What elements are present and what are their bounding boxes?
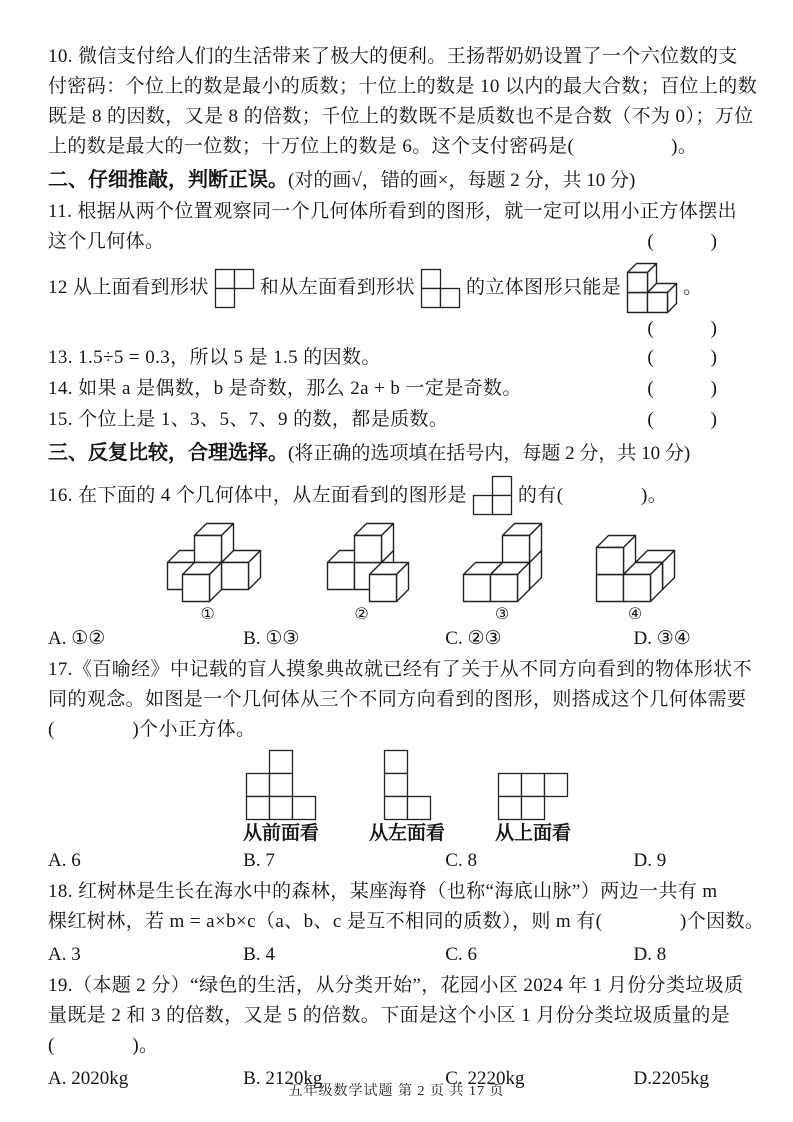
question-15-answer-bracket: ( ) <box>647 409 717 430</box>
question-16-figures <box>48 522 745 623</box>
front-view-label: 从前面看 <box>243 823 320 844</box>
question-14-answer-bracket: ( ) <box>647 378 717 399</box>
question-17-views <box>243 749 745 845</box>
q19-option-d: D.2205kg <box>633 1068 709 1089</box>
question-12-text-4: 。 <box>683 277 703 298</box>
question-15-text: 15. 个位上是 1、3、5、7、9 的数，都是质数。 <box>48 409 449 430</box>
question-10-line-3: 既是 8 的因数，又是 8 的倍数；千位上的数既不是质数也不是合数（不为 0）；万位 <box>48 106 754 127</box>
q17-option-d: D. 9 <box>633 850 667 871</box>
question-13-text: 13. 1.5÷5 = 0.3，所以 5 是 1.5 的因数。 <box>48 347 381 368</box>
figure-2-cubes <box>314 522 410 603</box>
question-13-answer-bracket: ( ) <box>647 347 717 368</box>
figure-3-cubes <box>462 522 543 603</box>
question-11 <box>48 197 745 257</box>
q18-option-b: B. 4 <box>243 944 275 965</box>
question-12-text-1: 12 从上面看到形状 <box>48 277 209 298</box>
left-view-label: 从左面看 <box>369 823 446 844</box>
q19-option-c: C. 2220kg <box>445 1068 525 1089</box>
q18-option-d: D. 8 <box>633 944 667 965</box>
top-view-shape <box>497 772 569 821</box>
section-3-heading <box>48 437 745 470</box>
question-19-line-3: ( )。 <box>48 1035 159 1056</box>
q16-option-b: B. ①③ <box>243 628 300 649</box>
figure-2 <box>314 522 410 623</box>
figure-4-label: ④ <box>627 604 643 623</box>
question-19-line-1: 19.（本题 2 分）“绿色的生活，从分类开始”，花园小区 2024 年 1 月份分类垃圾质 <box>48 975 744 996</box>
question-16-text-2: 的有( )。 <box>517 484 668 506</box>
question-12-bracket-line <box>48 316 745 342</box>
question-17-line-1: 17.《百喻经》中记载的盲人摸象典故就已经有了关于从不同方向看到的物体形状不 <box>48 659 752 680</box>
question-11-answer-bracket: ( ) <box>647 231 717 252</box>
front-view <box>243 749 319 845</box>
figure-1-label: ① <box>200 604 215 623</box>
left-view-shape <box>383 749 432 821</box>
question-14 <box>48 373 745 404</box>
figure-3 <box>462 522 543 623</box>
question-12-answer-bracket: ( ) <box>647 318 717 339</box>
q19-option-b: B. 2120kg <box>243 1068 323 1089</box>
question-11-line-1: 11. 根据从两个位置观察同一个几何体所看到的图形，就一定可以用小正方体摆出 <box>48 201 737 222</box>
question-18-line-2: 棵红树林，若 m = a×b×c（a、b、c 是互不相同的质数），则 m 有( )个因数。 <box>48 911 765 932</box>
question-10-line-4: 上的数是最大的一位数；十万位上的数是 6。这个支付密码是( )。 <box>48 136 698 157</box>
q16-option-d: D. ③④ <box>633 628 691 649</box>
question-11-text: 这个几何体。 <box>48 231 165 252</box>
q16-option-a: A. ①② <box>48 628 106 649</box>
question-17-line-2: 同的观念。如图是一个几何体从三个不同方向看到的图形，则搭成这个几何体需要 <box>48 689 747 710</box>
question-18-line-1: 18. 红树林是生长在海水中的森林，某座海脊（也称“海底山脉”）两边一共有 m <box>48 881 718 902</box>
figure-1-cubes <box>154 522 262 603</box>
question-15 <box>48 404 745 435</box>
question-13 <box>48 342 745 373</box>
section-2-heading <box>48 164 745 197</box>
q16-left-view-shape <box>472 475 513 516</box>
page-footer: 五年级数学试题 第 2 页 共 17 页 <box>288 1084 505 1099</box>
top-view <box>495 772 571 845</box>
question-10-line-1: 10. 微信支付给人们的生活带来了极大的便利。王扬帮奶奶设置了一个六位数的支 <box>48 46 738 67</box>
question-16 <box>48 475 745 516</box>
question-16-options <box>48 623 745 655</box>
front-view-shape <box>245 749 317 821</box>
q18-option-a: A. 3 <box>48 944 81 965</box>
q19-option-a: A. 2020kg <box>48 1068 129 1089</box>
question-18 <box>48 877 765 937</box>
question-14-text: 14. 如果 a 是偶数，b 是奇数，那么 2a + b 一定是奇数。 <box>48 378 522 399</box>
question-12 <box>48 262 745 314</box>
question-11-line-2 <box>48 227 745 257</box>
q17-option-a: A. 6 <box>48 850 81 871</box>
q18-option-c: C. 6 <box>445 944 477 965</box>
section-3-note: (将正确的选项填在括号内，每题 2 分，共 10 分) <box>288 443 691 464</box>
question-17 <box>48 655 752 745</box>
q12-left-view-shape <box>420 268 461 309</box>
question-12-text-2: 和从左面看到形状 <box>259 277 415 298</box>
question-10 <box>48 42 758 162</box>
question-17-line-3: ( )个小正方体。 <box>48 719 256 740</box>
q17-option-b: B. 7 <box>243 850 275 871</box>
q16-option-c: C. ②③ <box>445 628 502 649</box>
q12-top-view-shape <box>214 268 255 309</box>
figure-1 <box>154 522 262 623</box>
question-12-text-3: 的立体图形只能是 <box>465 277 622 298</box>
figure-2-label: ② <box>354 604 369 623</box>
section-2-title: 二、仔细推敲，判断正误。 <box>48 169 288 191</box>
figure-4 <box>595 534 676 623</box>
question-10-line-2: 付密码：个位上的数是最小的质数；十位上的数是 10 以内的最大合数；百位上的数 <box>48 76 758 97</box>
figure-4-cubes <box>595 534 676 603</box>
question-19 <box>48 971 745 1061</box>
section-2-note: (对的画√，错的画×，每题 2 分，共 10 分) <box>288 170 636 191</box>
q12-solid-figure <box>626 262 678 314</box>
question-19-line-2: 量既是 2 和 3 的倍数，又是 5 的倍数。下面是这个小区 1 月份分类垃圾质量的是 <box>48 1005 731 1026</box>
q17-option-c: C. 8 <box>445 850 477 871</box>
question-18-options <box>48 939 745 971</box>
question-17-options <box>48 845 745 877</box>
left-view <box>369 749 445 845</box>
question-16-text-1: 16. 在下面的 4 个几何体中，从左面看到的图形是 <box>48 484 467 506</box>
figure-3-label: ③ <box>494 604 510 623</box>
section-3-title: 三、反复比较，合理选择。 <box>48 442 288 464</box>
top-view-label: 从上面看 <box>495 823 572 844</box>
